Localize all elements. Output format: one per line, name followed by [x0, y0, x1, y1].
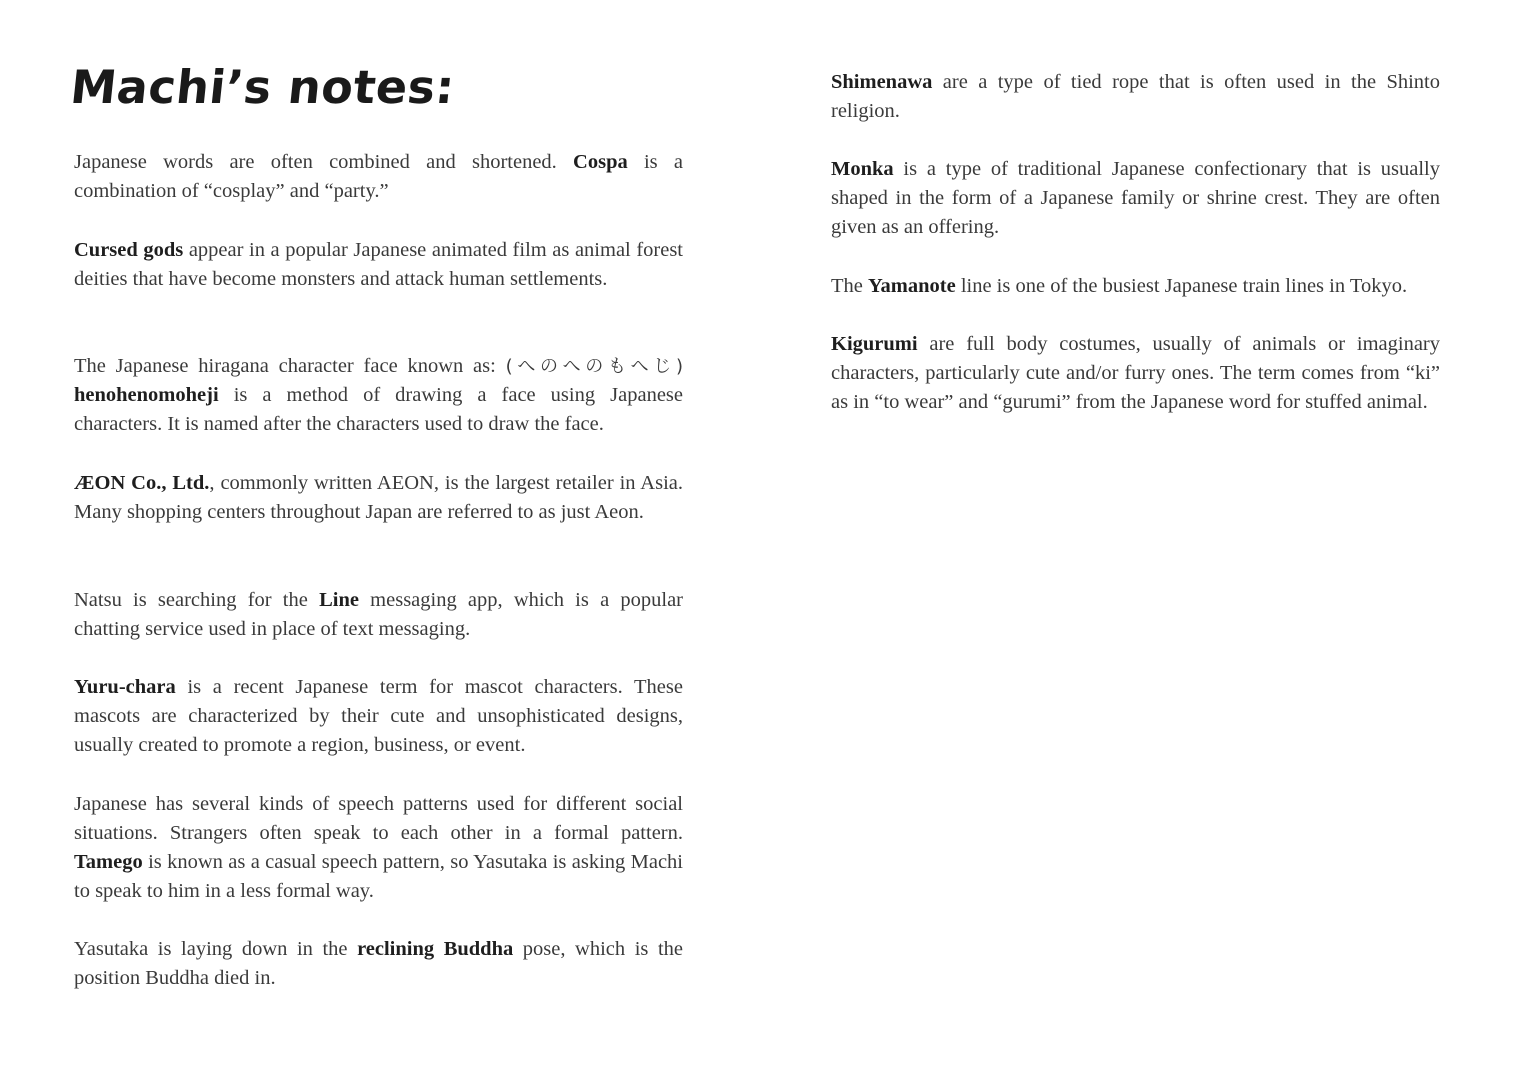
note-text: is a type of traditional Japanese confectionary that is usually shaped in the form of a Japanese family or shrine crest. They are often given as an offering. — [831, 158, 1440, 238]
note-term: Cospa — [573, 151, 628, 173]
note-yuru-chara — [74, 673, 683, 760]
note-aeon — [74, 469, 683, 527]
note-text: Natsu is searching for the — [74, 589, 320, 611]
note-japanese-text: (へのへのもへじ) — [505, 356, 683, 377]
note-term: Tamego — [74, 851, 143, 873]
note-text: is known as a casual speech pattern, so Yasutaka is asking Machi to speak to him in a less formal way. — [74, 851, 683, 902]
note-reclining-buddha — [74, 935, 683, 993]
note-text: The Japanese hiragana character face known as: — [74, 355, 506, 377]
note-text: , commonly written AEON, is the largest retailer in Asia. Many shopping centers throughout Japan are referred to as just Aeon. — [74, 472, 683, 523]
note-cospa — [74, 148, 683, 206]
note-henohenomoheji — [74, 352, 683, 439]
note-monka — [831, 155, 1440, 242]
note-text: is a combination of “cosplay” and “party.” — [74, 151, 683, 202]
note-term: Yuru-chara — [74, 676, 176, 698]
note-term: henohenomoheji — [74, 384, 219, 406]
note-text: is a method of drawing a face using Japanese characters. It is named after the characters used to draw the face. — [74, 384, 683, 435]
note-text: Japanese has several kinds of speech patterns used for different social situations. Strangers often speak to each other in a formal pattern. — [74, 793, 683, 844]
note-yamanote — [831, 272, 1440, 301]
note-cursed-gods — [74, 236, 683, 294]
note-line — [74, 586, 683, 644]
note-term: ÆON Co., Ltd. — [74, 472, 210, 494]
note-text: line is one of the busiest Japanese train lines in Tokyo. — [955, 275, 1408, 297]
note-kigurumi — [831, 330, 1440, 417]
note-text: are a type of tied rope that is often used in the Shinto religion. — [831, 71, 1440, 122]
note-term: Line — [319, 589, 359, 611]
note-text: are full body costumes, usually of animals or imaginary characters, particularly cute and/or furry ones. The term comes from “ki” as in “to wear” and “gurumi” from the Japanese word for stuffed animal. — [831, 333, 1440, 413]
note-text: Japanese words are often combined and shortened. — [74, 151, 574, 173]
note-text: Yasutaka is laying down in the — [74, 938, 358, 960]
note-term: Monka — [831, 158, 894, 180]
note-term: reclining Buddha — [357, 938, 514, 960]
note-tamego — [74, 790, 683, 906]
note-text: is a recent Japanese term for mascot characters. These mascots are characterized by their cute and unsophisticated designs, usually created to promote a region, business, or event. — [74, 676, 683, 756]
note-text: The — [831, 275, 868, 297]
note-text: messaging app, which is a popular chatting service used in place of text messaging. — [74, 589, 684, 640]
page-title: Machi’s notes: — [68, 60, 458, 114]
note-term: Yamanote — [868, 275, 956, 297]
note-text: pose, which is the position Buddha died in. — [74, 938, 683, 989]
note-shimenawa — [831, 68, 1440, 126]
note-term: Kigurumi — [831, 333, 918, 355]
note-term: Shimenawa — [831, 71, 933, 93]
note-term: Cursed gods — [74, 239, 184, 261]
note-text: appear in a popular Japanese animated film as animal forest deities that have become monsters and attack human settlements. — [74, 239, 683, 290]
